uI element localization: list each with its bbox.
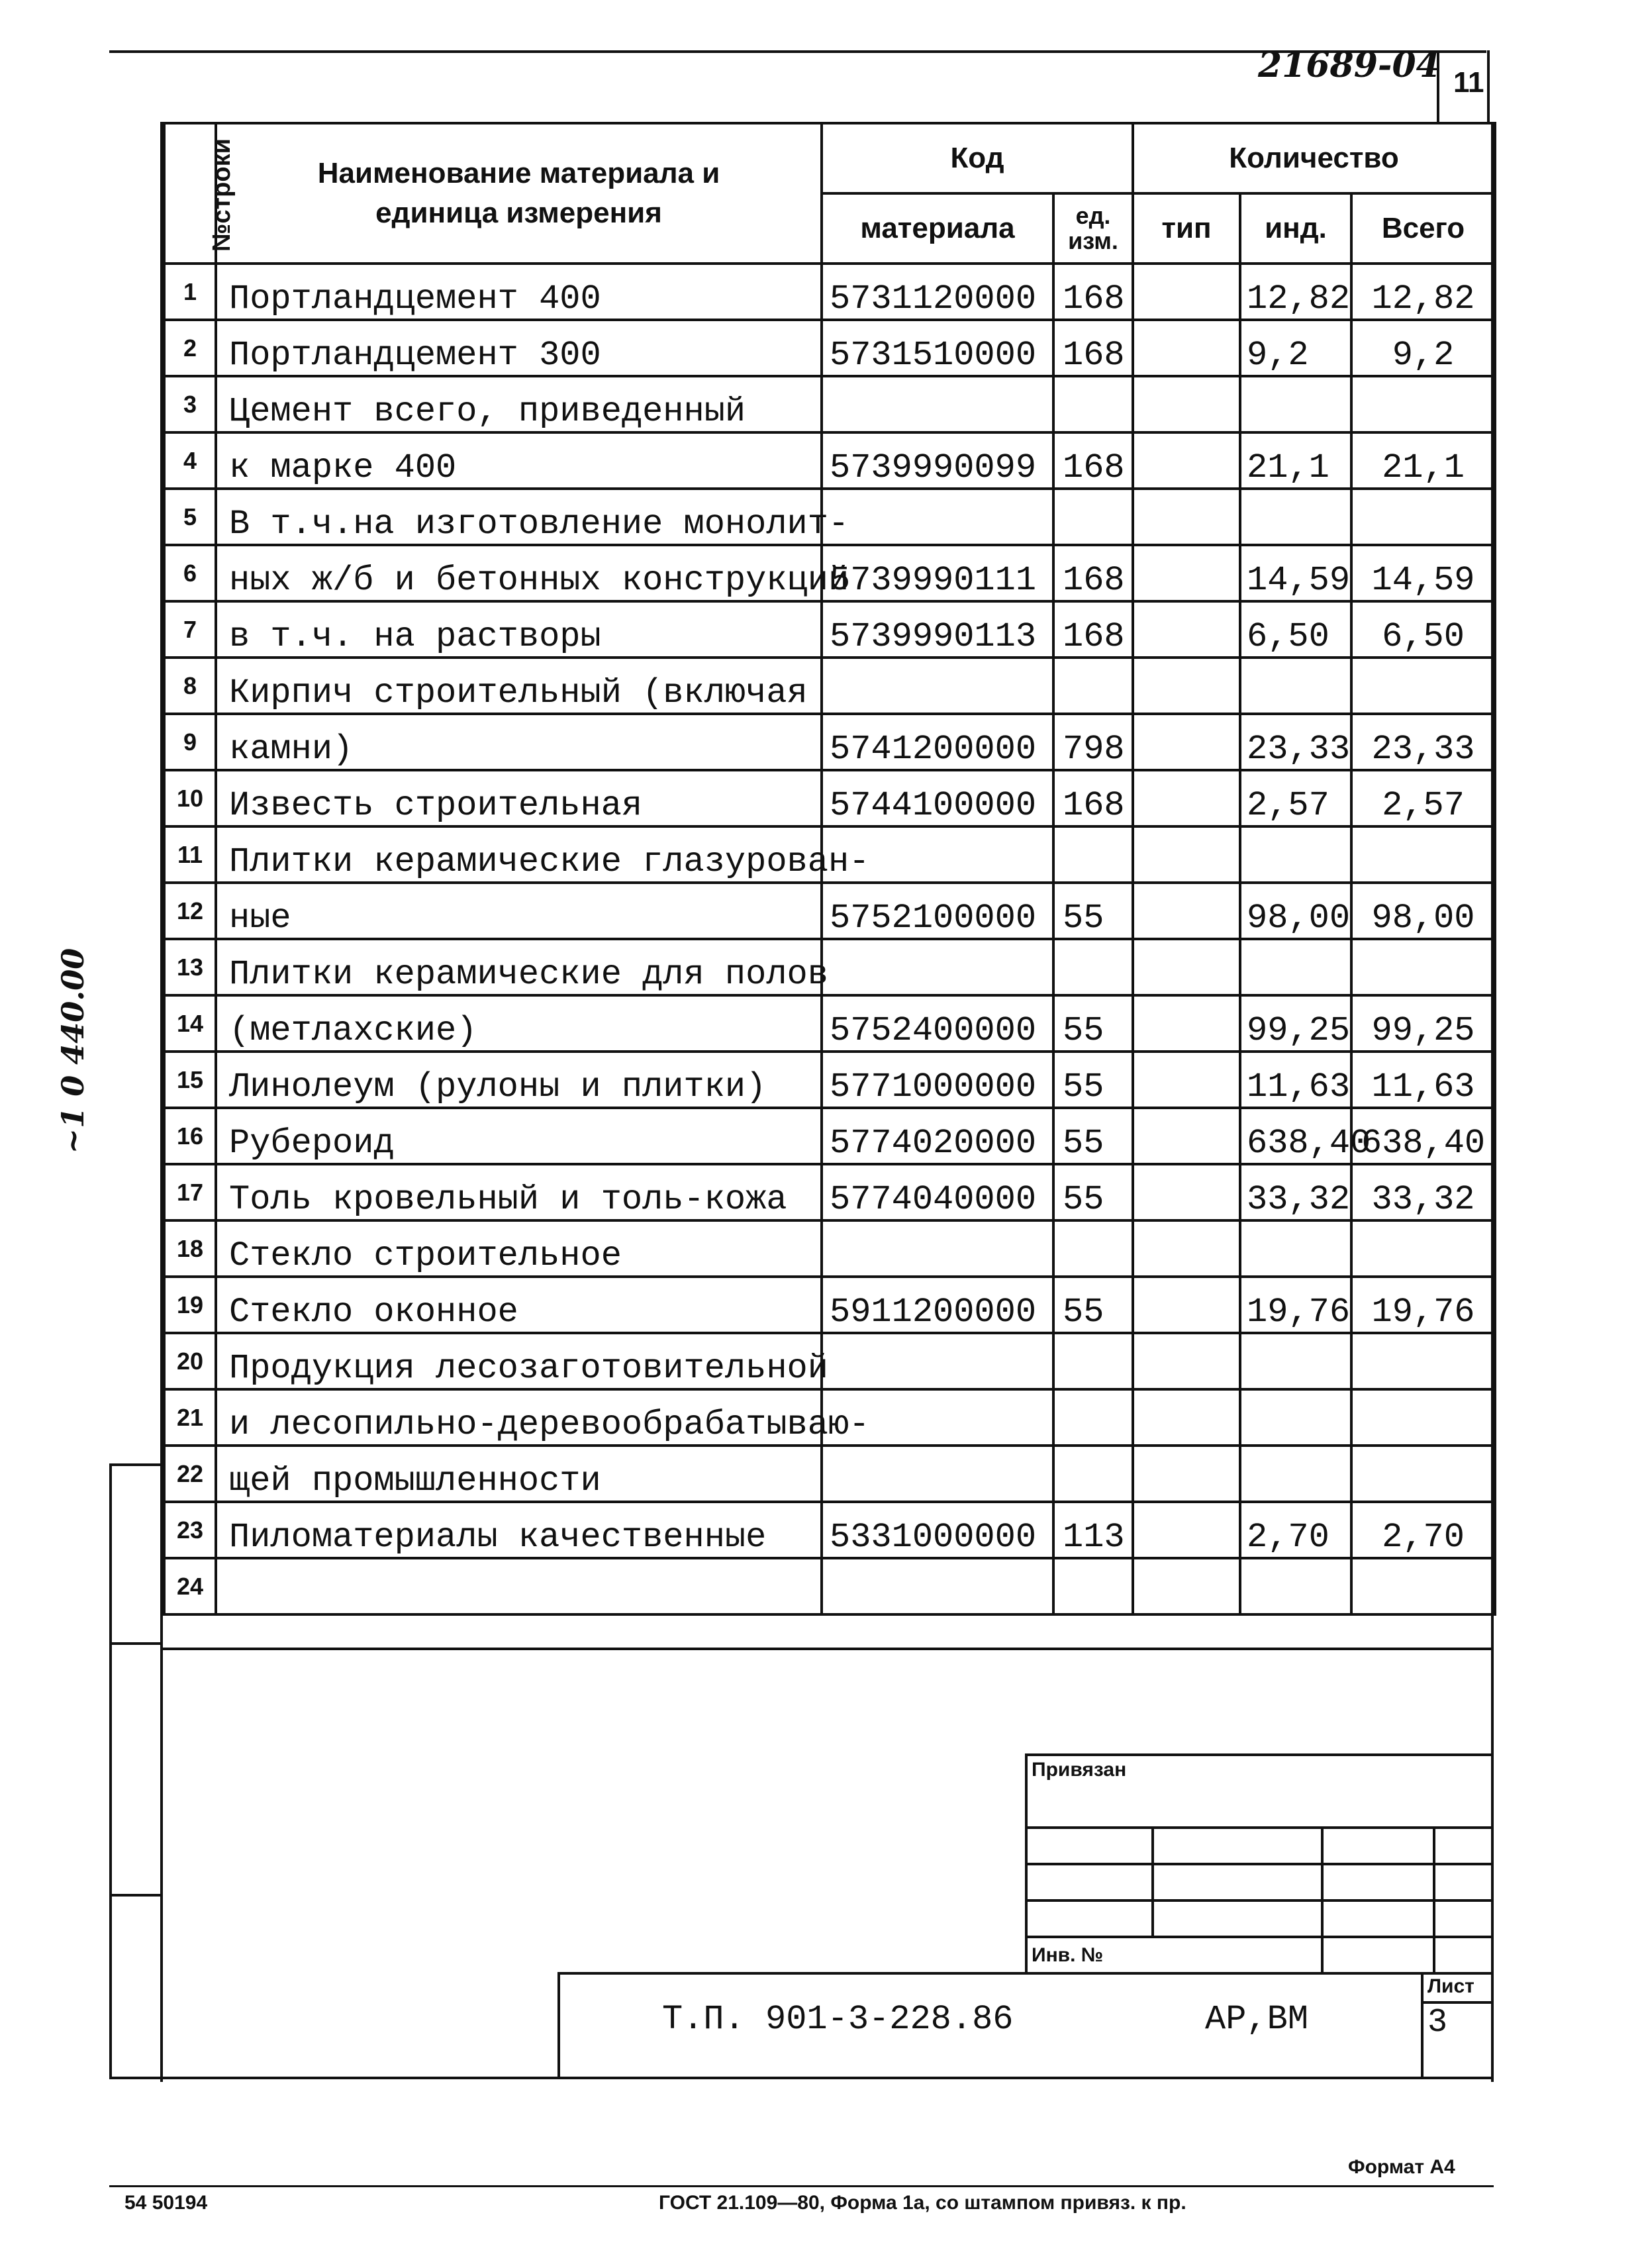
table-row (164, 1108, 1495, 1164)
qty-total (1351, 1446, 1495, 1502)
footer-line (109, 2185, 1494, 2187)
unit-code (1053, 376, 1133, 432)
col-qty-ind-header: инд. (1240, 193, 1351, 264)
qty-type (1133, 545, 1240, 601)
material-code: 5744100000 (822, 770, 1053, 826)
material-code (822, 1558, 1053, 1614)
row-number: 9 (164, 714, 216, 770)
qty-type (1133, 714, 1240, 770)
table-row (164, 1446, 1495, 1502)
table-row (164, 432, 1495, 489)
unit-code: 55 (1053, 995, 1133, 1052)
qty-type (1133, 1108, 1240, 1164)
qty-ind: 2,57 (1240, 770, 1351, 826)
qty-ind (1240, 1389, 1351, 1446)
table-row (164, 489, 1495, 545)
qty-ind (1240, 658, 1351, 714)
qty-type (1133, 320, 1240, 376)
qty-total (1351, 1333, 1495, 1389)
binding-strip-mid1 (109, 1642, 162, 1645)
col-code-group-header: Код (822, 123, 1133, 193)
qty-type (1133, 376, 1240, 432)
qty-total (1351, 1220, 1495, 1277)
table-row (164, 601, 1495, 658)
row-number: 14 (164, 995, 216, 1052)
qty-total: 12,82 (1351, 264, 1495, 320)
row-number: 17 (164, 1164, 216, 1220)
qty-total: 98,00 (1351, 883, 1495, 939)
qty-ind (1240, 489, 1351, 545)
qty-ind (1240, 1220, 1351, 1277)
section-code: АР,ВМ (1205, 2000, 1309, 2039)
table-row (164, 826, 1495, 883)
sheet-label: Лист (1424, 1972, 1494, 2004)
unit-code: 55 (1053, 1052, 1133, 1108)
table-row (164, 320, 1495, 376)
col-qty-total-header: Всего (1351, 193, 1495, 264)
qty-type (1133, 1502, 1240, 1558)
col-row-no-header: №строки (164, 123, 216, 264)
row-number: 5 (164, 489, 216, 545)
left-code: 54 50194 (124, 2192, 208, 2214)
material-name: в т.ч. на растворы (216, 601, 822, 658)
material-name: Плитки керамические для полов (216, 939, 822, 995)
material-code: 5752400000 (822, 995, 1053, 1052)
row-number: 6 (164, 545, 216, 601)
qty-ind (1240, 1333, 1351, 1389)
qty-type (1133, 995, 1240, 1052)
unit-code (1053, 489, 1133, 545)
qty-ind: 21,1 (1240, 432, 1351, 489)
row-number: 20 (164, 1333, 216, 1389)
qty-ind: 9,2 (1240, 320, 1351, 376)
qty-total (1351, 489, 1495, 545)
table-row (164, 1502, 1495, 1558)
qty-total (1351, 658, 1495, 714)
inv-label: Инв. № (1032, 1944, 1104, 1966)
material-code: 5739990111 (822, 545, 1053, 601)
qty-total: 2,70 (1351, 1502, 1495, 1558)
qty-type (1133, 1164, 1240, 1220)
qty-ind: 12,82 (1240, 264, 1351, 320)
qty-total (1351, 1389, 1495, 1446)
unit-code: 55 (1053, 1164, 1133, 1220)
col-code-unit-header: ед. изм. (1053, 193, 1133, 264)
row-number: 13 (164, 939, 216, 995)
qty-type (1133, 1277, 1240, 1333)
qty-type (1133, 601, 1240, 658)
binding-strip-top (109, 1463, 162, 1466)
material-code (822, 1446, 1053, 1502)
material-name: Рубероид (216, 1108, 822, 1164)
material-code (822, 939, 1053, 995)
qty-ind: 33,32 (1240, 1164, 1351, 1220)
sheet-number-top: 11 (1453, 66, 1484, 99)
qty-total: 9,2 (1351, 320, 1495, 376)
material-code: 5739990113 (822, 601, 1053, 658)
qty-total: 2,57 (1351, 770, 1495, 826)
material-name: к марке 400 (216, 432, 822, 489)
material-code (822, 489, 1053, 545)
qty-total (1351, 826, 1495, 883)
binding-strip-line (109, 1463, 112, 2079)
material-name: (метлахские) (216, 995, 822, 1052)
unit-code: 168 (1053, 432, 1133, 489)
row-number: 4 (164, 432, 216, 489)
qty-ind: 11,63 (1240, 1052, 1351, 1108)
row-number: 16 (164, 1108, 216, 1164)
bound-label: Привязан (1032, 1759, 1127, 1781)
qty-type (1133, 939, 1240, 995)
material-name: Стекло строительное (216, 1220, 822, 1277)
frame-bottom-line (109, 2077, 1494, 2079)
qty-ind: 638,40 (1240, 1108, 1351, 1164)
qty-total: 21,1 (1351, 432, 1495, 489)
qty-type (1133, 1052, 1240, 1108)
table-row (164, 376, 1495, 432)
material-code: 5331000000 (822, 1502, 1053, 1558)
table-row (164, 1389, 1495, 1446)
row-number: 3 (164, 376, 216, 432)
margin-note: ~1 0 440.00 (55, 948, 91, 1154)
material-name: Плитки керамические глазурован- (216, 826, 822, 883)
material-name: Портландцемент 400 (216, 264, 822, 320)
qty-ind: 19,76 (1240, 1277, 1351, 1333)
qty-total: 99,25 (1351, 995, 1495, 1052)
material-name: камни) (216, 714, 822, 770)
unit-code: 168 (1053, 770, 1133, 826)
qty-total: 638,40 (1351, 1108, 1495, 1164)
material-code (822, 658, 1053, 714)
material-code: 5741200000 (822, 714, 1053, 770)
table-row (164, 995, 1495, 1052)
table-row (164, 770, 1495, 826)
unit-code: 55 (1053, 1108, 1133, 1164)
qty-type (1133, 883, 1240, 939)
col-name-header: Наименование материала и единица измерения (216, 123, 822, 264)
binding-stamp (1025, 1753, 1494, 1975)
unit-code (1053, 1389, 1133, 1446)
col-qty-group-header: Количество (1133, 123, 1495, 193)
material-code: 5739990099 (822, 432, 1053, 489)
qty-ind: 6,50 (1240, 601, 1351, 658)
unit-code: 168 (1053, 601, 1133, 658)
table-row (164, 883, 1495, 939)
row-number: 22 (164, 1446, 216, 1502)
qty-ind (1240, 826, 1351, 883)
qty-total: 6,50 (1351, 601, 1495, 658)
unit-code: 798 (1053, 714, 1133, 770)
material-name: Портландцемент 300 (216, 320, 822, 376)
unit-code (1053, 658, 1133, 714)
qty-ind: 98,00 (1240, 883, 1351, 939)
table-row (164, 1164, 1495, 1220)
material-code: 5771000000 (822, 1052, 1053, 1108)
format-label: Формат А4 (1348, 2156, 1455, 2178)
row-number: 18 (164, 1220, 216, 1277)
top-right-edge (1487, 50, 1490, 124)
material-name: ные (216, 883, 822, 939)
qty-total: 33,32 (1351, 1164, 1495, 1220)
qty-ind (1240, 376, 1351, 432)
unit-code (1053, 1333, 1133, 1389)
table-row (164, 1052, 1495, 1108)
qty-type (1133, 1389, 1240, 1446)
table-row (164, 1220, 1495, 1277)
row-number: 2 (164, 320, 216, 376)
qty-ind: 99,25 (1240, 995, 1351, 1052)
qty-type (1133, 264, 1240, 320)
qty-type (1133, 432, 1240, 489)
material-code: 5911200000 (822, 1277, 1053, 1333)
qty-total: 14,59 (1351, 545, 1495, 601)
unit-code (1053, 1220, 1133, 1277)
binding-strip-mid2 (109, 1894, 162, 1897)
qty-total: 19,76 (1351, 1277, 1495, 1333)
table-bottom-area-line (163, 1648, 1494, 1650)
material-name: Линолеум (рулоны и плитки) (216, 1052, 822, 1108)
table-row (164, 714, 1495, 770)
qty-total: 11,63 (1351, 1052, 1495, 1108)
unit-code (1053, 1558, 1133, 1614)
material-code (822, 1220, 1053, 1277)
qty-ind (1240, 1558, 1351, 1614)
row-number: 10 (164, 770, 216, 826)
material-name: В т.ч.на изготовление монолит- (216, 489, 822, 545)
qty-total (1351, 376, 1495, 432)
qty-ind: 23,33 (1240, 714, 1351, 770)
project-code: Т.П. 901-3-228.86 (662, 2000, 1014, 2039)
material-name: Цемент всего, приведенный (216, 376, 822, 432)
qty-type (1133, 1333, 1240, 1389)
row-number: 24 (164, 1558, 216, 1614)
row-number: 19 (164, 1277, 216, 1333)
material-code: 5731120000 (822, 264, 1053, 320)
material-code: 5774020000 (822, 1108, 1053, 1164)
table-row (164, 1558, 1495, 1614)
qty-ind: 2,70 (1240, 1502, 1351, 1558)
table-row (164, 939, 1495, 995)
sheet-value: 3 (1427, 2004, 1448, 2042)
table-row (164, 1277, 1495, 1333)
unit-code (1053, 826, 1133, 883)
qty-type (1133, 658, 1240, 714)
material-name: Стекло оконное (216, 1277, 822, 1333)
gost-note: ГОСТ 21.109—80, Форма 1а, со штампом привяз. к пр. (659, 2192, 1186, 2214)
unit-code: 113 (1053, 1502, 1133, 1558)
material-name (216, 1558, 822, 1614)
qty-total: 23,33 (1351, 714, 1495, 770)
table-row (164, 658, 1495, 714)
material-code: 5774040000 (822, 1164, 1053, 1220)
material-name: Толь кровельный и толь-кожа (216, 1164, 822, 1220)
unit-code: 168 (1053, 320, 1133, 376)
material-name: и лесопильно-деревообрабатываю- (216, 1389, 822, 1446)
row-number: 7 (164, 601, 216, 658)
doc-number: 21689-04 (1258, 45, 1440, 85)
materials-table (163, 122, 1496, 1616)
qty-type (1133, 489, 1240, 545)
qty-ind (1240, 939, 1351, 995)
qty-ind (1240, 1446, 1351, 1502)
col-qty-type-header: тип (1133, 193, 1240, 264)
material-code (822, 1333, 1053, 1389)
unit-code: 168 (1053, 264, 1133, 320)
qty-type (1133, 1446, 1240, 1502)
material-name: ных ж/б и бетонных конструкций (216, 545, 822, 601)
material-code: 5731510000 (822, 320, 1053, 376)
unit-code: 168 (1053, 545, 1133, 601)
unit-code: 55 (1053, 1277, 1133, 1333)
row-number: 11 (164, 826, 216, 883)
qty-type (1133, 826, 1240, 883)
col-code-material-header: материала (822, 193, 1053, 264)
material-code (822, 376, 1053, 432)
material-code: 5752100000 (822, 883, 1053, 939)
row-number: 15 (164, 1052, 216, 1108)
qty-ind: 14,59 (1240, 545, 1351, 601)
material-name: Кирпич строительный (включая (216, 658, 822, 714)
table-row (164, 1333, 1495, 1389)
qty-type (1133, 1558, 1240, 1614)
row-number: 12 (164, 883, 216, 939)
row-number: 23 (164, 1502, 216, 1558)
material-name: Известь строительная (216, 770, 822, 826)
material-name: щей промышленности (216, 1446, 822, 1502)
qty-type (1133, 1220, 1240, 1277)
qty-type (1133, 770, 1240, 826)
unit-code (1053, 939, 1133, 995)
material-name: Продукция лесозаготовительной (216, 1333, 822, 1389)
unit-code: 55 (1053, 883, 1133, 939)
table-row (164, 264, 1495, 320)
qty-total (1351, 939, 1495, 995)
row-number: 1 (164, 264, 216, 320)
row-number: 8 (164, 658, 216, 714)
table-row (164, 545, 1495, 601)
qty-total (1351, 1558, 1495, 1614)
row-number: 21 (164, 1389, 216, 1446)
sheet-cell (1421, 1972, 1494, 2077)
unit-code (1053, 1446, 1133, 1502)
material-name: Пиломатериалы качественные (216, 1502, 822, 1558)
